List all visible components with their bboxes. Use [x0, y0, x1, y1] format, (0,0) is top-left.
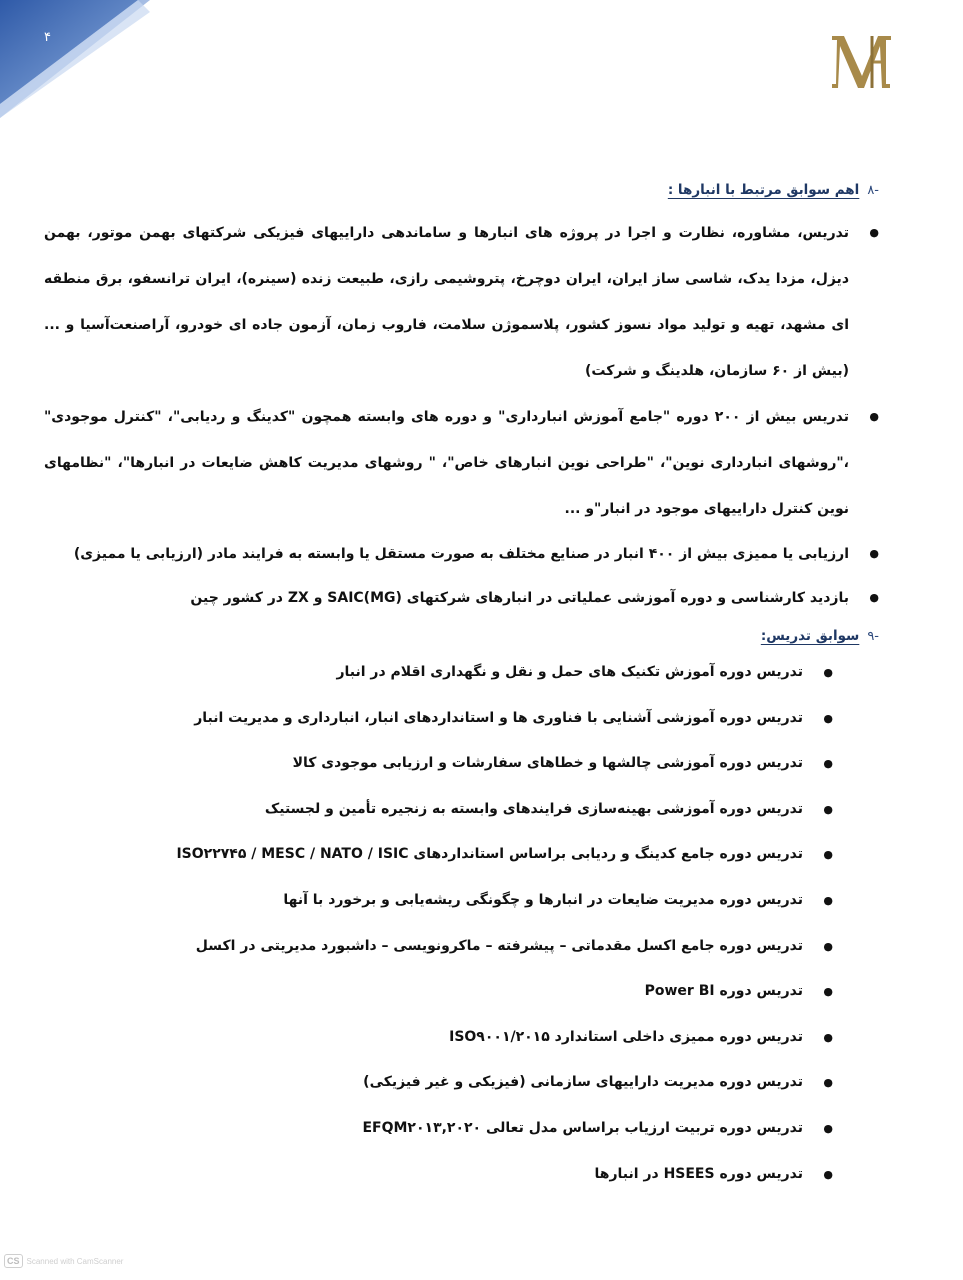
corner-decoration — [0, 0, 170, 130]
section-8-list — [44, 210, 879, 620]
bullet-icon: ● — [823, 1167, 833, 1181]
bullet-icon: ● — [823, 893, 833, 907]
bullet-icon: ● — [823, 848, 833, 862]
list-item-text: تدریس دوره ممیزی داخلی استاندارد ISO۹۰۰۱/۲۰۱۵ — [449, 1028, 803, 1045]
bullet-icon: ● — [869, 591, 879, 604]
list-item — [44, 878, 833, 924]
bullet-icon: ● — [823, 985, 833, 999]
list-item-text: تدریس بیش از ۲۰۰ دوره "جامع آموزش انبارداری" و دوره های وابسته همچون "کدینگ و ردیابی"، "کنترل موجودی" ،"روشهای انبارداری نوین"، "طراحی نوین انبارهای خاص"، " روشهای مدیریت کاهش ضایعات در انبارها"، "نظامهای نوین کنترل داراییهای موجود در انبار"و ... — [44, 409, 849, 517]
list-item-text: تدریس دوره آموزش تکنیک های حمل و نقل و نگهداری اقلام در انبار — [336, 664, 803, 680]
list-item-text: تدریس دوره جامع اکسل مقدماتی – پیشرفته – ماکرونویسی – داشبورد مدیریتی در اکسل — [195, 937, 803, 954]
list-item-text: تدریس دوره آموزشی چالشها و خطاهای سفارشات و ارزیابی موجودی کالا — [292, 755, 803, 772]
list-item — [44, 1015, 833, 1061]
section-9-heading — [44, 624, 879, 648]
scanner-text: Scanned with CamScanner — [26, 1256, 124, 1266]
list-item-text: تدریس دوره تربیت ارزیاب براساس مدل تعالی EFQM۲۰۱۳,۲۰۲۰ — [362, 1119, 803, 1136]
list-item — [44, 210, 879, 394]
page-number: ۴ — [44, 30, 51, 45]
section-8-number: ۸- — [867, 182, 879, 198]
bullet-icon: ● — [869, 547, 879, 560]
section-8-title: اهم سوابق مرتبط با انبارها : — [667, 182, 860, 198]
list-item-text: تدریس دوره جامع کدینگ و ردیابی براساس استانداردهای ISO۲۲۷۴۵ / MESC / NATO / ISIC — [176, 846, 803, 863]
list-item — [44, 924, 833, 970]
list-item — [44, 394, 879, 532]
scanner-watermark — [4, 1254, 123, 1268]
list-item — [44, 741, 833, 787]
section-9-title: سوابق تدریس: — [760, 628, 860, 644]
bullet-icon: ● — [823, 1076, 833, 1090]
list-item-text: بازدید کارشناسی و دوره آموزشی عملیاتی در انبارهای شرکتهای SAIC(MG) و ZX در کشور چین — [190, 590, 849, 606]
section-9-number: ۹- — [867, 628, 879, 644]
section-9-list — [44, 650, 833, 1197]
list-item-text: تدریس دوره آموزشی بهینه‌سازی فرایندهای وابسته به زنجیره تأمین و لجستیک — [264, 800, 803, 817]
section-8-heading — [44, 178, 879, 202]
bullet-icon: ● — [869, 226, 879, 239]
company-logo — [828, 32, 898, 92]
bullet-icon: ● — [823, 757, 833, 771]
list-item-text: تدریس دوره HSEES در انبارها — [594, 1165, 803, 1182]
list-item-text: تدریس دوره مدیریت ضایعات در انبارها و چگونگی ریشه‌یابی و برخورد با آنها — [283, 891, 803, 908]
list-item — [44, 1152, 833, 1198]
bullet-icon: ● — [823, 666, 833, 679]
list-item — [44, 969, 833, 1015]
bullet-icon: ● — [823, 711, 833, 725]
list-item — [44, 832, 833, 878]
document-body — [44, 178, 879, 1197]
list-item — [44, 650, 833, 696]
bullet-icon: ● — [823, 939, 833, 953]
bullet-icon: ● — [823, 1121, 833, 1135]
list-item-text: تدریس دوره آموزشی آشنایی با فناوری ها و استانداردهای انبار، انبارداری و مدیریت انبار — [194, 709, 803, 726]
list-item-text: تدریس دوره مدیریت داراییهای سازمانی (فیزیکی و غیر فیزیکی) — [363, 1074, 803, 1091]
list-item — [44, 1060, 833, 1106]
list-item — [44, 532, 879, 576]
list-item-text: تدریس، مشاوره، نظارت و اجرا در پروژه های انبارها و ساماندهی داراییهای فیزیکی شرکتهای بهمن موتور، بهمن دیزل، مزدا یدک، شاسی ساز ایران، ایران دوچرخ، پتروشیمی رازی، طبیعت زنده (سینره)، ایران ترانسفو، برق منطقه ای مشهد، تهیه و تولید مواد نسوز کشور، پلاسموژن سلامت، فاروب زمان، آزمون جاده ای خودرو، آراصنعت‌آسیا و ... (بیش از ۶۰ سازمان، هلدینگ و شرکت) — [44, 225, 849, 379]
list-item — [44, 787, 833, 833]
list-item — [44, 696, 833, 742]
list-item — [44, 1106, 833, 1152]
bullet-icon: ● — [869, 410, 879, 423]
list-item — [44, 576, 879, 620]
bullet-icon: ● — [823, 1030, 833, 1044]
camscanner-icon: CS — [4, 1254, 23, 1268]
bullet-icon: ● — [823, 802, 833, 816]
list-item-text: ارزیابی یا ممیزی بیش از ۴۰۰ انبار در صنایع مختلف به صورت مستقل یا وابسته به فرایند مادر (ارزیابی یا ممیزی) — [73, 546, 849, 562]
list-item-text: تدریس دوره Power BI — [644, 983, 803, 1000]
